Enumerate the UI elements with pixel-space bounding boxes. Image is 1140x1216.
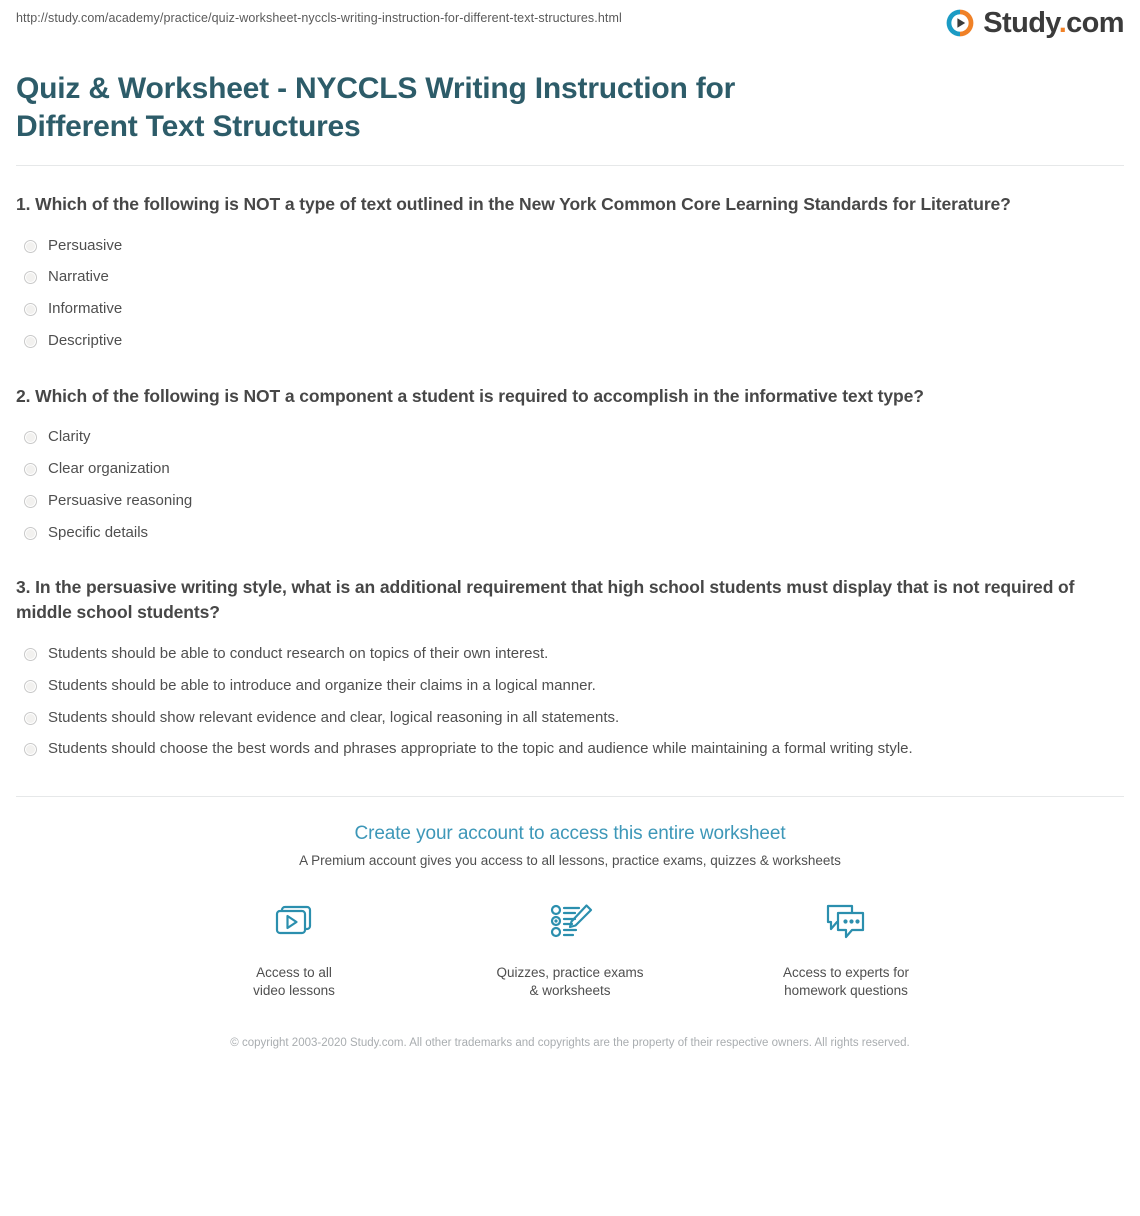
answer-label: Students should be able to conduct research on topics of their own interest. bbox=[48, 645, 549, 663]
page-header bbox=[0, 0, 1140, 62]
title-divider bbox=[16, 165, 1124, 166]
answer-option[interactable] bbox=[16, 294, 1124, 326]
answer-list bbox=[16, 422, 1124, 549]
perks-list bbox=[0, 898, 1140, 1000]
answer-option[interactable] bbox=[16, 639, 1124, 671]
study-com-logo[interactable] bbox=[945, 8, 1124, 38]
logo-word-study: Study bbox=[983, 6, 1059, 39]
logo-word-com: com bbox=[1066, 6, 1124, 39]
answer-label: Informative bbox=[48, 300, 123, 318]
answer-option[interactable] bbox=[16, 734, 1124, 766]
question-text: 3. In the persuasive writing style, what is an additional requirement that high school students must display that is not required of middle school students? bbox=[16, 577, 1075, 623]
answer-option[interactable] bbox=[16, 703, 1124, 735]
radio-button-icon[interactable] bbox=[24, 680, 37, 693]
answer-option[interactable] bbox=[16, 231, 1124, 263]
question-text: 1. Which of the following is NOT a type of text outlined in the New York Common Core Learning Standards for Literature? bbox=[16, 193, 1011, 214]
answer-label: Clarity bbox=[48, 428, 91, 446]
quiz-pencil-icon bbox=[480, 898, 660, 952]
page-title: Quiz & Worksheet - NYCCLS Writing Instruction for Different Text Structures bbox=[16, 72, 736, 144]
answer-label: Descriptive bbox=[48, 331, 123, 349]
answer-label: Students should choose the best words and phrases appropriate to the topic and audience while maintaining a formal writing style. bbox=[48, 740, 913, 758]
answer-label: Clear organization bbox=[48, 460, 170, 478]
radio-button-icon[interactable] bbox=[24, 303, 37, 316]
radio-button-icon[interactable] bbox=[24, 335, 37, 348]
create-account-link[interactable]: Create your account to access this entire worksheet bbox=[354, 823, 786, 845]
answer-option[interactable] bbox=[16, 518, 1124, 550]
title-section bbox=[0, 70, 1140, 147]
radio-button-icon[interactable] bbox=[24, 495, 37, 508]
questions-section bbox=[0, 192, 1140, 766]
radio-button-icon[interactable] bbox=[24, 431, 37, 444]
answer-option[interactable] bbox=[16, 486, 1124, 518]
answer-option[interactable] bbox=[16, 326, 1124, 358]
video-lessons-icon bbox=[204, 898, 384, 952]
perk-label: Access to experts for homework questions bbox=[782, 965, 910, 999]
radio-button-icon[interactable] bbox=[24, 463, 37, 476]
answer-label: Narrative bbox=[48, 268, 109, 286]
cta-section bbox=[0, 797, 1140, 1000]
answer-option[interactable] bbox=[16, 262, 1124, 294]
radio-button-icon[interactable] bbox=[24, 648, 37, 661]
answer-label: Specific details bbox=[48, 523, 149, 541]
answer-label: Students should be able to introduce and organize their claims in a logical manner. bbox=[48, 676, 596, 694]
answer-list bbox=[16, 639, 1124, 766]
perk-label: Access to all video lessons bbox=[253, 965, 335, 999]
answer-label: Persuasive reasoning bbox=[48, 491, 193, 509]
answer-option[interactable] bbox=[16, 454, 1124, 486]
copyright-text: © copyright 2003-2020 Study.com. All other trademarks and copyrights are the property of their respective owners. All rights reserved. bbox=[230, 1036, 910, 1049]
radio-button-icon[interactable] bbox=[24, 240, 37, 253]
radio-button-icon[interactable] bbox=[24, 527, 37, 540]
answer-label: Persuasive bbox=[48, 236, 123, 254]
chat-bubbles-icon bbox=[756, 898, 936, 952]
perk-item-experts bbox=[756, 898, 936, 1000]
logo-wordmark bbox=[983, 6, 1124, 39]
answer-option[interactable] bbox=[16, 671, 1124, 703]
perk-item-quizzes bbox=[480, 898, 660, 1000]
question-text: 2. Which of the following is NOT a component a student is required to accomplish in the informative text type? bbox=[16, 385, 924, 406]
logo-dot: . bbox=[1058, 6, 1067, 39]
question-block bbox=[16, 384, 1124, 550]
question-block bbox=[16, 575, 1124, 766]
page-url: http://study.com/academy/practice/quiz-worksheet-nyccls-writing-instruction-for-different-text-structures.html bbox=[16, 11, 622, 25]
play-circle-icon bbox=[945, 8, 975, 38]
answer-list bbox=[16, 231, 1124, 358]
question-block bbox=[16, 192, 1124, 358]
answer-label: Students should show relevant evidence and clear, logical reasoning in all statements. bbox=[48, 708, 620, 726]
radio-button-icon[interactable] bbox=[24, 271, 37, 284]
answer-option[interactable] bbox=[16, 422, 1124, 454]
radio-button-icon[interactable] bbox=[24, 743, 37, 756]
perk-label: Quizzes, practice exams & worksheets bbox=[496, 965, 644, 999]
radio-button-icon[interactable] bbox=[24, 712, 37, 725]
perk-item-video-lessons bbox=[204, 898, 384, 1000]
cta-subtitle: A Premium account gives you access to all lessons, practice exams, quizzes & worksheets bbox=[299, 853, 841, 869]
